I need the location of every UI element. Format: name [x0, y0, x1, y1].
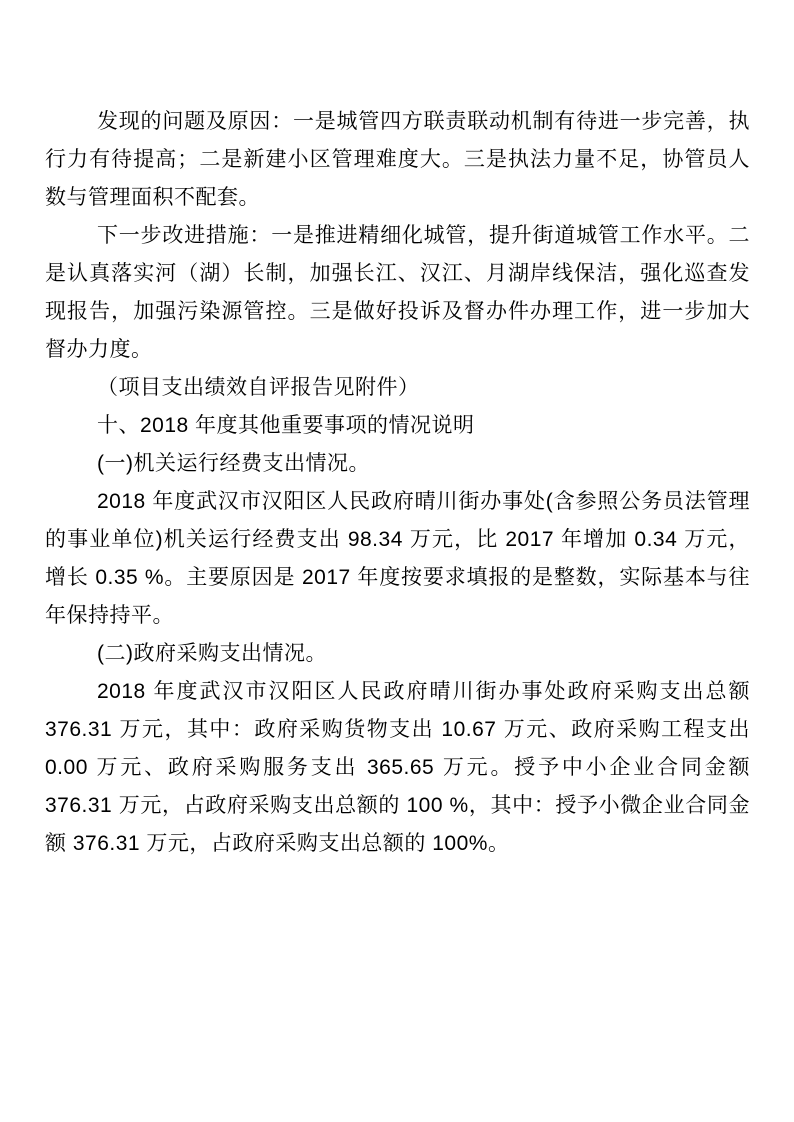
- note-performance-report-attachment: （项目支出绩效自评报告见附件）: [97, 376, 420, 399]
- heading-section-ten-other-important-matters: 十、2018 年度其他重要事项的情况说明: [97, 414, 475, 437]
- paragraph-problems-and-causes: 发现的问题及原因：一是城管四方联责联动机制有待进一步完善，执行力有待提高；二是新建小区管理难度大。三是执法力量不足，协管员人数与管理面积不配套。: [45, 110, 750, 209]
- paragraph-operating-expenses-detail: 2018 年度武汉市汉阳区人民政府晴川街办事处(含参照公务员法管理的事业单位)机关运行经费支出 98.34 万元，比 2017 年增加 0.34 万元，增长 0.35 %。主要原因是 2017 年度按要求填报的是整数，实际基本与往年保持持平。: [45, 490, 750, 627]
- paragraph-next-step-measures: 下一步改进措施：一是推进精细化城管，提升街道城管工作水平。二是认真落实河（湖）长制，加强长江、汉江、月湖岸线保洁，强化巡查发现报告，加强污染源管控。三是做好投诉及督办件办理工作，进一步加大督办力度。: [45, 224, 750, 361]
- paragraph-government-procurement-detail: 2018 年度武汉市汉阳区人民政府晴川街办事处政府采购支出总额 376.31 万元，其中：政府采购货物支出 10.67 万元、政府采购工程支出 0.00 万元、政府采购服务支出 365.65 万元。授予中小企业合同金额 376.31 万元，占政府采购支出总额的 100 %，其中：授予小微企业合同金额 376.31 万元，占政府采购支出总额的 100%。: [45, 680, 750, 855]
- heading-subsection-one-operating-expenses: (一)机关运行经费支出情况。: [97, 452, 370, 475]
- heading-subsection-two-government-procurement: (二)政府采购支出情况。: [97, 642, 327, 665]
